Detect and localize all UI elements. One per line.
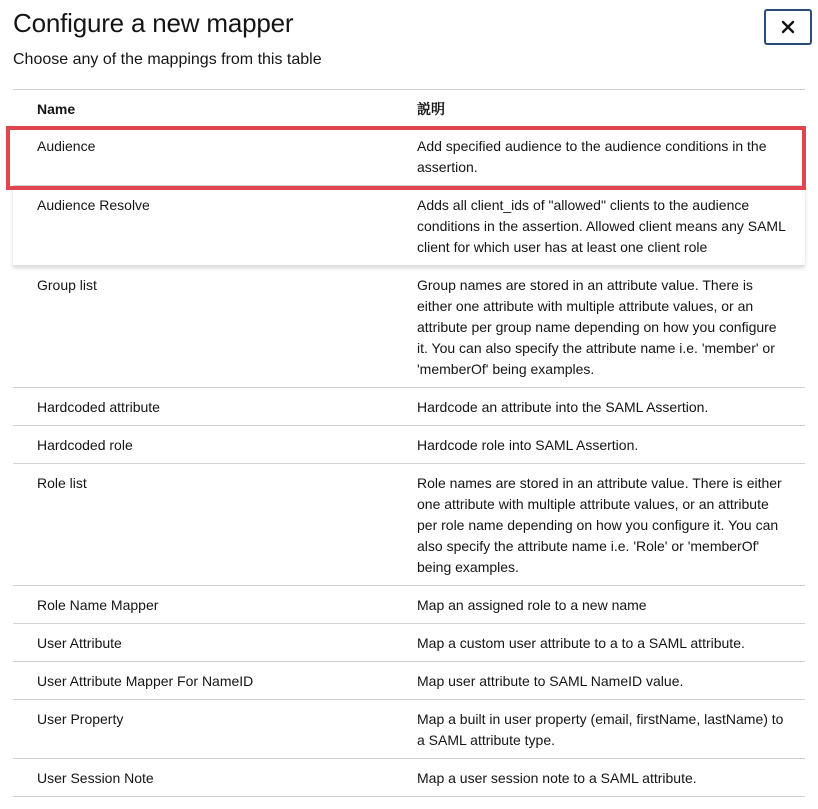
- mapper-description: Map a user session note to a SAML attribute.: [417, 770, 697, 786]
- mapper-name: Audience Resolve: [37, 197, 150, 213]
- mapper-name: Audience: [37, 138, 96, 154]
- table-header: [13, 89, 805, 127]
- mapper-name: Role Name Mapper: [37, 597, 159, 613]
- mapper-name: Role list: [37, 475, 87, 491]
- mapper-description: Map a built in user property (email, firstName, lastName) to a SAML attribute type.: [417, 711, 784, 748]
- modal-title: Configure a new mapper: [13, 8, 294, 38]
- mapper-name: User Property: [37, 711, 124, 727]
- table-row[interactable]: [13, 426, 805, 464]
- mapper-name: User Attribute: [37, 635, 122, 651]
- mapper-name: Group list: [37, 277, 97, 293]
- table-row[interactable]: [13, 624, 805, 662]
- table-row[interactable]: [13, 127, 805, 186]
- mapper-description: Add specified audience to the audience conditions in the assertion.: [417, 138, 767, 175]
- table-row[interactable]: [13, 700, 805, 759]
- mapper-name: User Session Note: [37, 770, 154, 786]
- mapper-description: Map user attribute to SAML NameID value.: [417, 673, 684, 689]
- modal-subtitle: Choose any of the mappings from this table: [13, 51, 322, 68]
- table-row[interactable]: [13, 662, 805, 700]
- mapper-name: Hardcoded role: [37, 437, 133, 453]
- mapper-description: Map an assigned role to a new name: [417, 597, 647, 613]
- mapper-name: User Attribute Mapper For NameID: [37, 673, 254, 689]
- table-row[interactable]: [13, 388, 805, 426]
- mapper-description: Map a custom user attribute to a to a SAML attribute.: [417, 635, 745, 651]
- mapper-description: Role names are stored in an attribute value. There is either one attribute with multiple attribute values, or an attribute per role name depending on how you configure it. You can also specify the attribute name i.e. 'Role' or 'memberOf' being examples.: [417, 475, 782, 575]
- table-row[interactable]: [13, 186, 805, 266]
- mapper-description: Group names are stored in an attribute value. There is either one attribute with multiple attribute values, or an attribute per group name depending on how you configure it. You can also specify the attribute name i.e. 'member' or 'memberOf' being examples.: [417, 277, 777, 377]
- table-row[interactable]: [13, 586, 805, 624]
- table-row[interactable]: [13, 464, 805, 586]
- table-row[interactable]: [13, 759, 805, 797]
- mapper-description: Adds all client_ids of "allowed" clients to the audience conditions in the assertion. Allowed client means any SAML client for which user has at least one client role: [417, 197, 786, 255]
- table-row[interactable]: [13, 266, 805, 388]
- mapper-description: Hardcode role into SAML Assertion.: [417, 437, 639, 453]
- mapper-table: [13, 89, 805, 797]
- column-header-description: 説明: [417, 101, 445, 117]
- close-icon: [781, 20, 795, 34]
- close-button[interactable]: [764, 9, 812, 45]
- mapper-description: Hardcode an attribute into the SAML Assertion.: [417, 399, 709, 415]
- mapper-name: Hardcoded attribute: [37, 399, 160, 415]
- column-header-name: Name: [37, 101, 76, 117]
